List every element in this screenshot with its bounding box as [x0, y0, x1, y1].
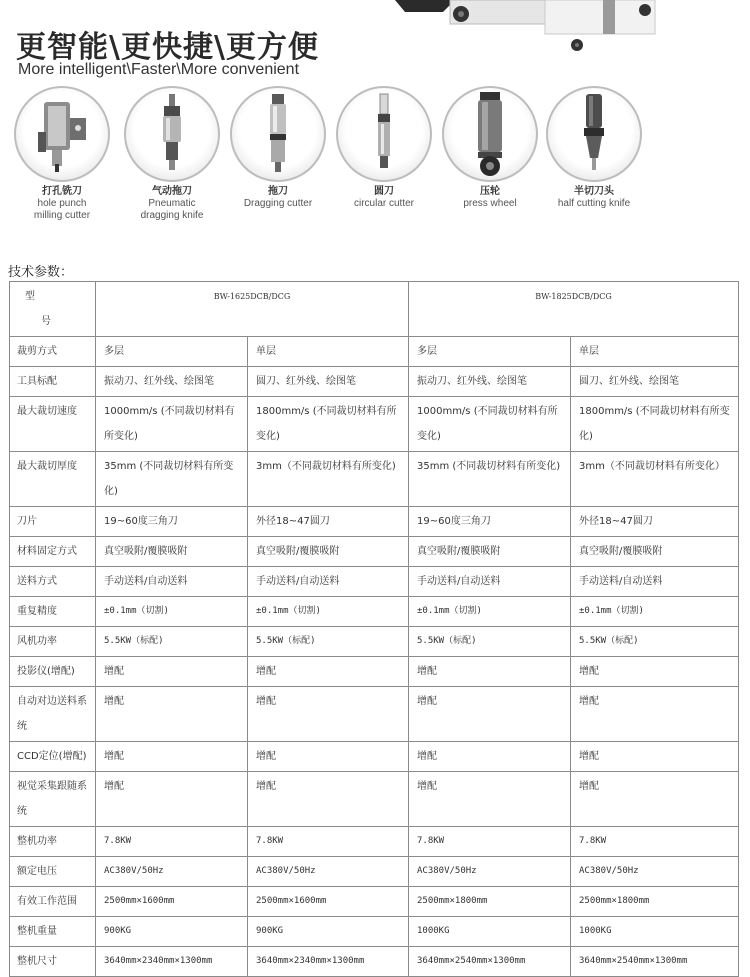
row-label: 刀片 [10, 507, 96, 537]
tool-cn-label: 压轮 [480, 186, 500, 197]
row-label: 视觉采集跟随系统 [10, 772, 96, 827]
table-cell: 5.5KW（标配) [248, 627, 409, 657]
table-cell: 1800mm/s (不同裁切材料有所变化) [248, 397, 409, 452]
tool-card-half-cut [542, 86, 646, 210]
table-cell: 5.5KW（标配) [409, 627, 571, 657]
row-label: 最大裁切厚度 [10, 452, 96, 507]
table-cell: 增配 [248, 657, 409, 687]
table-row [10, 337, 739, 367]
table-cell: 1000mm/s (不同裁切材料有所变化) [96, 397, 248, 452]
hole-punch-milling-cutter-icon [14, 86, 110, 182]
table-cell: 3640mm×2540mm×1300mm [409, 947, 571, 977]
spec-table [9, 281, 739, 977]
table-cell: ±0.1mm（切割) [248, 597, 409, 627]
table-cell: 增配 [96, 657, 248, 687]
table-cell: 19~60度三角刀 [409, 507, 571, 537]
circular-cutter-icon [336, 86, 432, 182]
table-cell: 1000KG [571, 917, 739, 947]
model-label-2: 号 [41, 316, 51, 327]
table-cell: 手动送料/自动送料 [409, 567, 571, 597]
table-cell: 增配 [571, 687, 739, 742]
tool-card-dragging [226, 86, 330, 210]
row-label: 工具标配 [10, 367, 96, 397]
table-cell: 增配 [571, 772, 739, 827]
table-cell: 圆刀、红外线、绘图笔 [248, 367, 409, 397]
table-cell: 3640mm×2340mm×1300mm [248, 947, 409, 977]
table-row [10, 772, 739, 827]
tool-en-label: Dragging cutter [243, 198, 313, 209]
table-row [10, 887, 739, 917]
table-row [10, 567, 739, 597]
table-cell: 增配 [409, 772, 571, 827]
tool-en-label: milling cutter [33, 210, 91, 221]
table-cell: 3640mm×2340mm×1300mm [96, 947, 248, 977]
table-cell: 3640mm×2540mm×1300mm [571, 947, 739, 977]
tool-card-press-wheel [438, 86, 542, 210]
row-label: 风机功率 [10, 627, 96, 657]
table-row [10, 627, 739, 657]
table-cell: 增配 [248, 772, 409, 827]
table-cell: 手动送料/自动送料 [248, 567, 409, 597]
table-cell: AC380V/50Hz [96, 857, 248, 887]
table-cell: ±0.1mm（切割) [409, 597, 571, 627]
table-row [10, 597, 739, 627]
press-wheel-icon [442, 86, 538, 182]
table-row [10, 397, 739, 452]
row-label: 投影仪(增配) [10, 657, 96, 687]
table-cell: 增配 [96, 742, 248, 772]
table-cell: AC380V/50Hz [571, 857, 739, 887]
tool-cn-label: 拖刀 [268, 186, 288, 197]
table-cell: 35mm (不同裁切材料有所变化) [96, 452, 248, 507]
table-cell: 1000KG [409, 917, 571, 947]
tool-en-label: Pneumatic [148, 198, 196, 209]
tool-cn-label: 半切刀头 [574, 186, 614, 197]
table-cell: 增配 [571, 657, 739, 687]
table-cell: 2500mm×1600mm [248, 887, 409, 917]
model-header: BW-1825DCB/DCG [409, 282, 739, 337]
row-label: 整机功率 [10, 827, 96, 857]
table-cell: 1000mm/s (不同裁切材料有所变化) [409, 397, 571, 452]
table-row [10, 537, 739, 567]
table-cell: 单层 [571, 337, 739, 367]
table-row [10, 452, 739, 507]
table-cell: 增配 [409, 657, 571, 687]
table-cell: 真空吸附/覆膜吸附 [409, 537, 571, 567]
table-cell: ±0.1mm（切割) [96, 597, 248, 627]
table-cell: 真空吸附/覆膜吸附 [248, 537, 409, 567]
model-label-1: 型 [25, 291, 35, 302]
headline: 更智能\更快捷\更方便 [16, 30, 319, 65]
table-cell: 7.8KW [96, 827, 248, 857]
table-row [10, 507, 739, 537]
tool-en-label: dragging knife [140, 210, 204, 221]
row-label: 最大裁切速度 [10, 397, 96, 452]
table-row [10, 687, 739, 742]
table-cell: 900KG [248, 917, 409, 947]
row-label: 额定电压 [10, 857, 96, 887]
table-cell: 增配 [409, 687, 571, 742]
table-cell: 增配 [248, 687, 409, 742]
table-cell: 振动刀、红外线、绘图笔 [409, 367, 571, 397]
table-cell: 手动送料/自动送料 [571, 567, 739, 597]
row-label: 重复精度 [10, 597, 96, 627]
table-cell: 增配 [571, 742, 739, 772]
table-row [10, 947, 739, 977]
table-row [10, 827, 739, 857]
table-cell: AC380V/50Hz [248, 857, 409, 887]
section-title: 技术参数： [8, 265, 74, 280]
tool-en-label: half cutting knife [557, 198, 631, 209]
tool-card-circular [332, 86, 436, 210]
machine-fragment-image [395, 0, 665, 52]
tool-cn-label: 打孔铣刀 [42, 186, 82, 197]
half-cutting-knife-icon [546, 86, 642, 182]
tool-cn-label: 圆刀 [374, 186, 394, 197]
table-cell: 3mm（不同裁切材料有所变化） [571, 452, 739, 507]
table-cell: 真空吸附/覆膜吸附 [96, 537, 248, 567]
table-row [10, 742, 739, 772]
table-cell: 3mm（不同裁切材料有所变化) [248, 452, 409, 507]
table-cell: 多层 [96, 337, 248, 367]
table-cell: 7.8KW [571, 827, 739, 857]
table-cell: AC380V/50Hz [409, 857, 571, 887]
table-cell: 单层 [248, 337, 409, 367]
table-cell: 35mm (不同裁切材料有所变化) [409, 452, 571, 507]
tool-card-hole-punch [10, 86, 114, 222]
tool-card-pneumatic [120, 86, 224, 222]
tool-en-label: press wheel [463, 198, 517, 209]
row-label: 有效工作范围 [10, 887, 96, 917]
dragging-cutter-icon [230, 86, 326, 182]
table-row [10, 857, 739, 887]
table-row [10, 367, 739, 397]
row-label: CCD定位(增配) [10, 742, 96, 772]
row-label: 整机重量 [10, 917, 96, 947]
table-cell: 多层 [409, 337, 571, 367]
model-header: BW-1625DCB/DCG [96, 282, 409, 337]
table-cell: 5.5KW（标配) [571, 627, 739, 657]
table-cell: 2500mm×1800mm [409, 887, 571, 917]
table-cell: 2500mm×1800mm [571, 887, 739, 917]
table-cell: 手动送料/自动送料 [96, 567, 248, 597]
table-cell: 振动刀、红外线、绘图笔 [96, 367, 248, 397]
table-cell: 1800mm/s (不同裁切材料有所变化) [571, 397, 739, 452]
row-label: 自动对边送料系统 [10, 687, 96, 742]
table-cell: 增配 [96, 687, 248, 742]
row-label: 材料固定方式 [10, 537, 96, 567]
table-cell: 增配 [248, 742, 409, 772]
table-cell: ±0.1mm（切割) [571, 597, 739, 627]
table-cell: 7.8KW [248, 827, 409, 857]
tool-cn-label: 气动拖刀 [152, 186, 192, 197]
table-cell: 外径18~47圆刀 [248, 507, 409, 537]
tool-en-label: hole punch [37, 198, 87, 209]
table-row [10, 917, 739, 947]
table-cell: 19~60度三角刀 [96, 507, 248, 537]
table-cell: 7.8KW [409, 827, 571, 857]
tool-en-label: circular cutter [353, 198, 414, 209]
tool-gallery [10, 86, 746, 236]
table-row [10, 657, 739, 687]
row-label: 整机尺寸 [10, 947, 96, 977]
table-row-model [10, 282, 739, 337]
pneumatic-dragging-knife-icon [124, 86, 220, 182]
table-cell: 2500mm×1600mm [96, 887, 248, 917]
row-label: 送料方式 [10, 567, 96, 597]
table-cell: 900KG [96, 917, 248, 947]
table-cell: 增配 [96, 772, 248, 827]
table-cell: 5.5KW（标配) [96, 627, 248, 657]
table-cell: 真空吸附/覆膜吸附 [571, 537, 739, 567]
table-cell: 增配 [409, 742, 571, 772]
table-cell: 圆刀、红外线、绘图笔 [571, 367, 739, 397]
row-label: 裁剪方式 [10, 337, 96, 367]
model-label-cell [10, 282, 96, 337]
table-cell: 外径18~47圆刀 [571, 507, 739, 537]
subline: More intelligent\Faster\More convenient [18, 61, 300, 78]
